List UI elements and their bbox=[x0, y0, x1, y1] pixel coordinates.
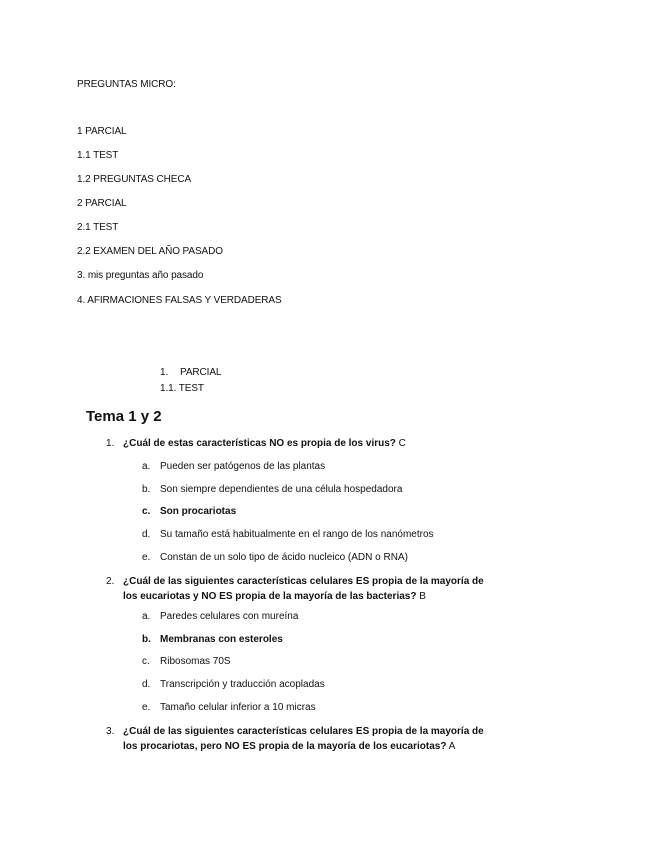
index-item: 2.1 TEST bbox=[77, 222, 119, 233]
subsection-label: 1.1. TEST bbox=[160, 383, 204, 394]
question-text bbox=[123, 436, 503, 451]
question-prompt: ¿Cuál de las siguientes características celulares ES propia de la mayoría de los eucariotas y NO ES propia de la mayoría de las bacterias? bbox=[123, 576, 484, 602]
question-prompt: ¿Cuál de estas características NO es propia de los virus? bbox=[123, 438, 396, 449]
section-number: 1. bbox=[160, 367, 169, 378]
question-prompt: ¿Cuál de las siguientes características celulares ES propia de la mayoría de los procariotas, pero NO ES propia de la mayoría de los eucariotas? bbox=[123, 726, 484, 752]
topic-heading: Tema 1 y 2 bbox=[86, 408, 162, 425]
question-number: 3. bbox=[106, 726, 115, 737]
option-letter: a. bbox=[142, 611, 151, 622]
question-answer: A bbox=[446, 741, 456, 752]
option-text: Constan de un solo tipo de ácido nucleico (ADN o RNA) bbox=[160, 552, 408, 563]
option-letter: a. bbox=[142, 461, 151, 472]
index-item: 2.2 EXAMEN DEL AÑO PASADO bbox=[77, 246, 223, 257]
option-text: Transcripción y traducción acopladas bbox=[160, 679, 325, 690]
option-letter: d. bbox=[142, 679, 151, 690]
question-text bbox=[123, 574, 495, 604]
option-letter: b. bbox=[142, 484, 151, 495]
option-text: Su tamaño está habitualmente en el rango de los nanómetros bbox=[160, 529, 434, 540]
index-item: 4. AFIRMACIONES FALSAS Y VERDADERAS bbox=[77, 295, 282, 306]
option-text: Paredes celulares con mureína bbox=[160, 611, 299, 622]
question-answer: C bbox=[395, 438, 406, 449]
option-text: Son siempre dependientes de una célula hospedadora bbox=[160, 484, 403, 495]
index-item: 1 PARCIAL bbox=[77, 126, 127, 137]
question-number: 2. bbox=[106, 576, 115, 587]
option-letter: e. bbox=[142, 702, 151, 713]
question-answer: B bbox=[416, 591, 426, 602]
option-letter: e. bbox=[142, 552, 151, 563]
option-letter: b. bbox=[142, 634, 151, 645]
doc-title: PREGUNTAS MICRO: bbox=[77, 79, 176, 90]
option-letter: d. bbox=[142, 529, 151, 540]
index-item: 1.1 TEST bbox=[77, 150, 119, 161]
option-text: Pueden ser patógenos de las plantas bbox=[160, 461, 326, 472]
option-text-correct: Son procariotas bbox=[160, 506, 237, 517]
index-item: 1.2 PREGUNTAS CHECA bbox=[77, 174, 192, 185]
option-text: Ribosomas 70S bbox=[160, 656, 231, 667]
question-text bbox=[123, 724, 495, 754]
index-item: 2 PARCIAL bbox=[77, 198, 127, 209]
option-text: Tamaño celular inferior a 10 micras bbox=[160, 702, 316, 713]
question-number: 1. bbox=[106, 438, 115, 449]
section-label: PARCIAL bbox=[180, 367, 222, 378]
index-item: 3. mis preguntas año pasado bbox=[77, 270, 204, 281]
option-letter: c. bbox=[142, 506, 151, 517]
option-letter: c. bbox=[142, 656, 150, 667]
option-text-correct: Membranas con esteroles bbox=[160, 634, 283, 645]
